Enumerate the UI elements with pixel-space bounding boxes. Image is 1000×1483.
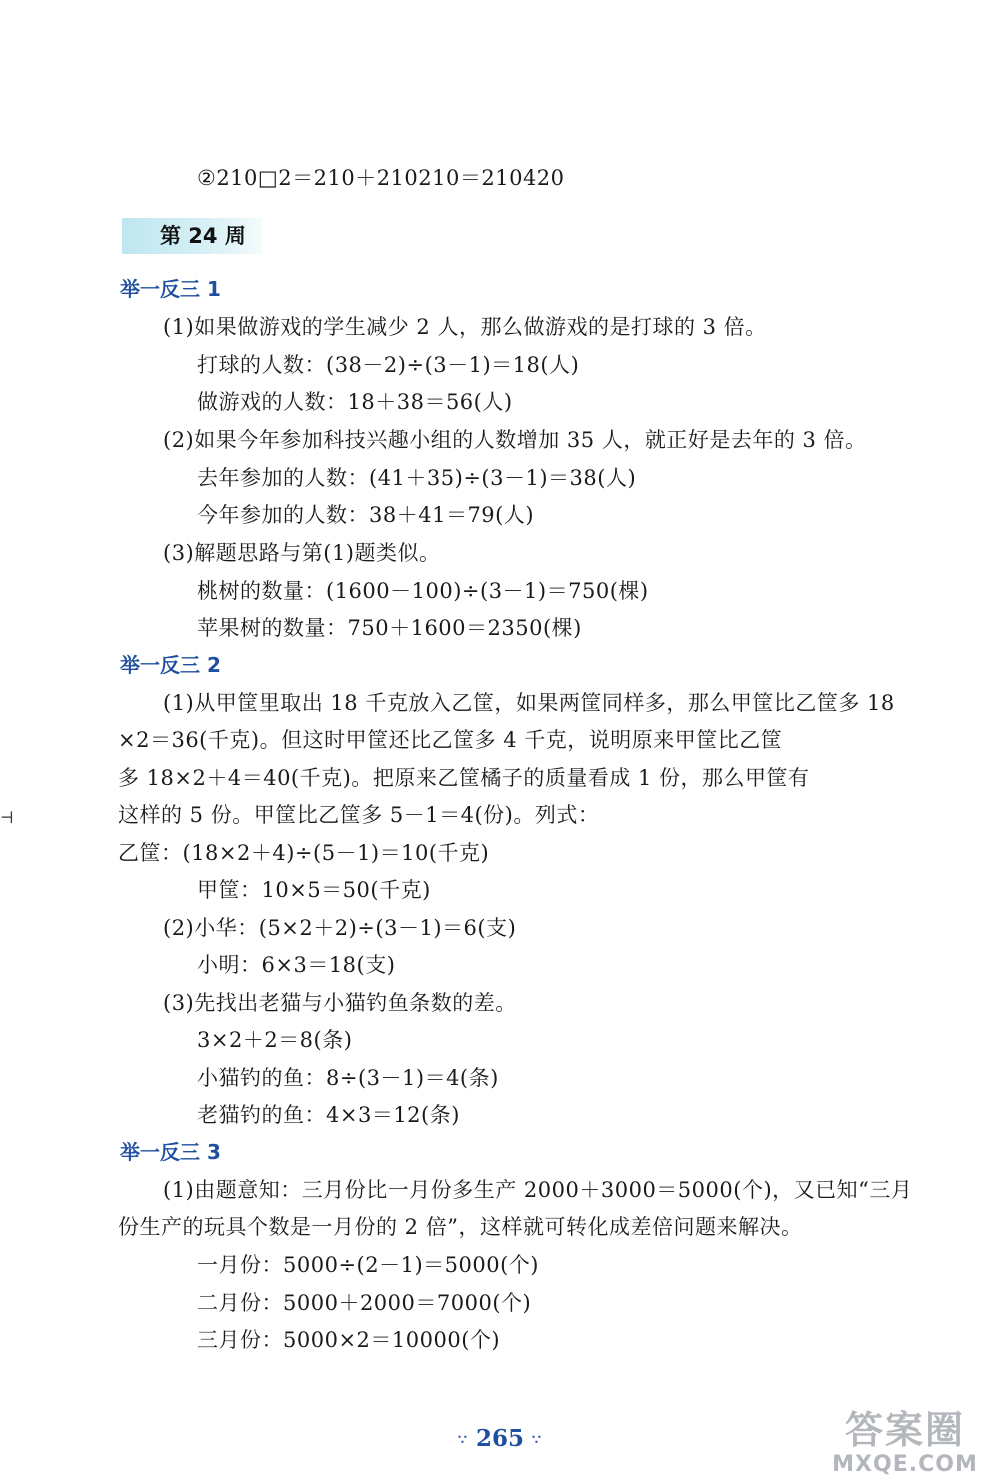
text-line: (1)由题意知：三月份比一月份多生产 2000＋3000＝5000(个)，又已知“三月 [163,1178,913,1202]
text-line: 三月份：5000×2＝10000(个) [197,1328,501,1352]
watermark-logo [820,1408,990,1478]
text-line: (1)从甲筐里取出 18 千克放入乙筐，如果两筐同样多，那么甲筐比乙筐多 18 [163,691,895,715]
section-heading-1: 举一反三 1 [120,277,221,301]
text-line: 打球的人数：(38－2)÷(3－1)＝18(人) [197,353,580,377]
text-line: 老猫钓的鱼：4×3＝12(条) [197,1103,460,1127]
text-line: 多 18×2＋4＝40(千克)。把原来乙筐橘子的质量看成 1 份，那么甲筐有 [118,766,810,790]
text-line: 一月份：5000÷(2－1)＝5000(个) [197,1253,539,1277]
text-line: 甲筐：10×5＝50(千克) [197,878,431,902]
text-line: (3)先找出老猫与小猫钓鱼条数的差。 [163,991,517,1015]
week-title: 第 24 周 [160,224,246,248]
text-line: 桃树的数量：(1600－100)÷(3－1)＝750(棵) [197,579,649,603]
text-line: 小猫钓的鱼：8÷(3－1)＝4(条) [197,1066,499,1090]
binding-edge-mark: ⊣ [0,808,14,827]
text-line: 去年参加的人数：(41＋35)÷(3－1)＝38(人) [197,466,637,490]
section-heading-3: 举一反三 3 [120,1140,221,1164]
footer-dots-left-icon: ∵ [458,1432,468,1448]
text-line: 乙筐：(18×2＋4)÷(5－1)＝10(千克) [118,841,490,865]
text-line: 今年参加的人数：38＋41＝79(人) [197,503,535,527]
top-formula-line: ②210□2＝210＋210210＝210420 [197,166,565,190]
footer-dots-right-icon: ∵ [532,1432,542,1448]
text-line: 二月份：5000＋2000＝7000(个) [197,1291,532,1315]
watermark-title: 答案圈 [844,1408,965,1452]
text-line: 苹果树的数量：750＋1600＝2350(棵) [197,616,582,640]
text-line: 小明：6×3＝18(支) [197,953,396,977]
section-heading-2: 举一反三 2 [120,653,221,677]
text-line: (3)解题思路与第(1)题类似。 [163,541,441,565]
watermark-domain: MXQE.COM [832,1452,978,1477]
text-line: 这样的 5 份。甲筐比乙筐多 5－1＝4(份)。列式： [118,803,600,827]
text-line: 份生产的玩具个数是一月份的 2 倍”，这样就可转化成差倍问题来解决。 [118,1215,803,1239]
text-line: (1)如果做游戏的学生减少 2 人，那么做游戏的是打球的 3 倍。 [163,315,767,339]
text-line: 3×2＋2＝8(条) [197,1028,353,1052]
text-line: 做游戏的人数：18＋38＝56(人) [197,390,513,414]
page-number: 265 [475,1425,524,1452]
text-line: (2)小华：(5×2＋2)÷(3－1)＝6(支) [163,916,517,940]
text-line: ×2＝36(千克)。但这时甲筐还比乙筐多 4 千克，说明原来甲筐比乙筐 [118,728,783,752]
text-line: (2)如果今年参加科技兴趣小组的人数增加 35 人，就正好是去年的 3 倍。 [163,428,867,452]
